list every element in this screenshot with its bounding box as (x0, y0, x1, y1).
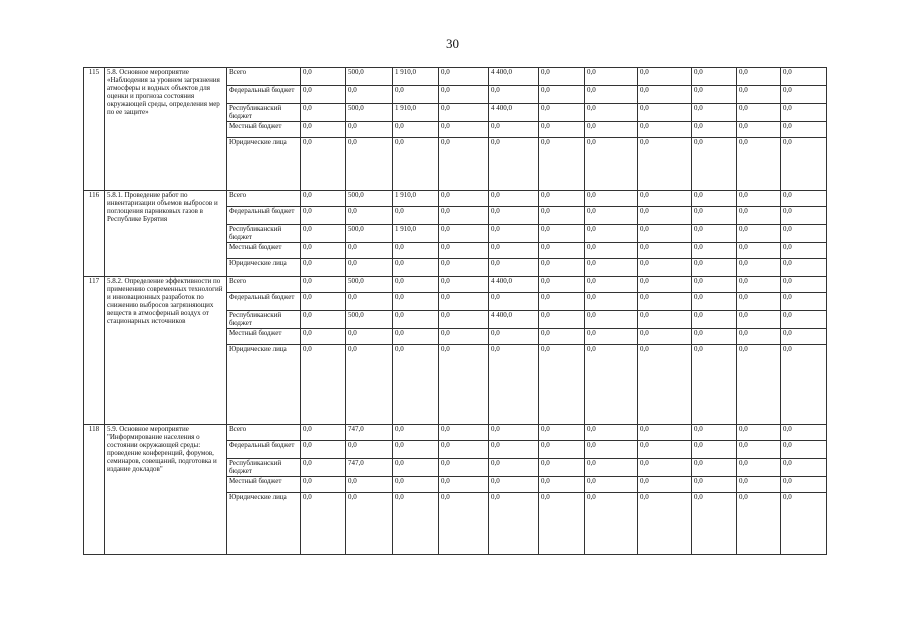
budget-value-cell: 0,0 (301, 293, 346, 311)
budget-value-cell: 0,0 (393, 477, 439, 493)
budget-value-cell: 0,0 (692, 68, 737, 86)
budget-value-cell: 0,0 (737, 345, 781, 425)
budget-value-cell: 0,0 (539, 207, 585, 225)
budget-value-cell: 0,0 (439, 138, 489, 191)
budget-value-cell: 1 910,0 (393, 68, 439, 86)
budget-value-cell: 0,0 (638, 86, 692, 104)
budget-value-cell: 0,0 (585, 225, 638, 243)
row-number: 115 (84, 68, 105, 191)
budget-value-cell: 0,0 (638, 329, 692, 345)
activity-name: 5.8. Основное мероприятие «Наблюдения за уровнем загрязнения атмосферы и водных объектов для оценки и прогноза состояния окружающей среды, определения мер по ее защите» (105, 68, 227, 191)
budget-table (83, 67, 827, 555)
budget-value-cell: 0,0 (346, 293, 393, 311)
budget-value-cell: 0,0 (638, 441, 692, 459)
funding-source-label: Юридические лица (227, 138, 301, 191)
funding-source-label: Федеральный бюджет (227, 207, 301, 225)
budget-value-cell: 0,0 (737, 441, 781, 459)
budget-value-cell: 0,0 (539, 259, 585, 277)
budget-value-cell: 0,0 (692, 191, 737, 207)
budget-value-cell: 0,0 (737, 122, 781, 138)
budget-value-cell: 0,0 (737, 191, 781, 207)
budget-value-cell: 0,0 (638, 477, 692, 493)
budget-value-cell: 0,0 (301, 277, 346, 293)
budget-value-cell: 0,0 (692, 259, 737, 277)
budget-value-cell: 0,0 (585, 329, 638, 345)
budget-value-cell: 0,0 (692, 477, 737, 493)
budget-value-cell: 0,0 (737, 425, 781, 441)
budget-value-cell: 0,0 (585, 311, 638, 329)
budget-value-cell: 0,0 (301, 459, 346, 477)
budget-value-cell: 0,0 (489, 459, 539, 477)
budget-value-cell: 0,0 (692, 441, 737, 459)
budget-value-cell: 0,0 (346, 441, 393, 459)
budget-value-cell: 0,0 (781, 207, 827, 225)
funding-source-label: Всего (227, 425, 301, 441)
budget-value-cell: 0,0 (301, 259, 346, 277)
budget-value-cell: 0,0 (489, 259, 539, 277)
budget-value-cell: 0,0 (781, 122, 827, 138)
budget-value-cell: 0,0 (585, 477, 638, 493)
budget-value-cell: 500,0 (346, 191, 393, 207)
budget-value-cell: 0,0 (692, 225, 737, 243)
budget-value-cell: 0,0 (737, 207, 781, 225)
budget-value-cell: 0,0 (585, 277, 638, 293)
budget-value-cell: 0,0 (585, 122, 638, 138)
budget-value-cell: 0,0 (638, 191, 692, 207)
budget-value-cell: 0,0 (539, 225, 585, 243)
budget-value-cell: 0,0 (638, 259, 692, 277)
budget-value-cell: 0,0 (393, 459, 439, 477)
budget-value-cell: 0,0 (638, 68, 692, 86)
budget-value-cell: 0,0 (692, 104, 737, 122)
budget-value-cell: 0,0 (539, 345, 585, 425)
budget-value-cell: 0,0 (539, 104, 585, 122)
budget-value-cell: 4 400,0 (489, 68, 539, 86)
budget-value-cell: 0,0 (638, 425, 692, 441)
budget-value-cell: 0,0 (489, 207, 539, 225)
budget-value-cell: 0,0 (638, 311, 692, 329)
budget-value-cell: 0,0 (393, 86, 439, 104)
budget-value-cell: 0,0 (301, 225, 346, 243)
budget-value-cell: 0,0 (301, 311, 346, 329)
budget-value-cell: 0,0 (692, 86, 737, 104)
budget-value-cell: 0,0 (781, 68, 827, 86)
budget-value-cell: 0,0 (439, 243, 489, 259)
budget-value-cell: 0,0 (539, 441, 585, 459)
budget-value-cell: 0,0 (781, 259, 827, 277)
budget-value-cell: 0,0 (439, 493, 489, 555)
activity-name: 5.9. Основное мероприятие "Информирование населения о состоянии окружающей среды: проведение конференций, форумов, семинаров, совещаний, подготовка и издание докладов" (105, 425, 227, 555)
budget-value-cell: 0,0 (692, 277, 737, 293)
budget-value-cell: 0,0 (781, 311, 827, 329)
budget-value-cell: 0,0 (781, 86, 827, 104)
budget-value-cell: 0,0 (585, 425, 638, 441)
funding-source-label: Всего (227, 277, 301, 293)
budget-value-cell: 0,0 (781, 441, 827, 459)
budget-value-cell: 0,0 (393, 259, 439, 277)
budget-value-cell: 0,0 (489, 191, 539, 207)
budget-value-cell: 0,0 (439, 122, 489, 138)
budget-value-cell: 500,0 (346, 225, 393, 243)
budget-value-cell: 0,0 (638, 104, 692, 122)
budget-value-cell: 0,0 (737, 293, 781, 311)
budget-value-cell: 0,0 (301, 68, 346, 86)
budget-value-cell: 0,0 (781, 477, 827, 493)
budget-value-cell: 0,0 (393, 138, 439, 191)
budget-value-cell: 0,0 (439, 441, 489, 459)
budget-value-cell: 747,0 (346, 459, 393, 477)
funding-source-label: Федеральный бюджет (227, 293, 301, 311)
budget-value-cell: 0,0 (737, 138, 781, 191)
budget-value-cell: 0,0 (692, 122, 737, 138)
budget-value-cell: 0,0 (489, 493, 539, 555)
budget-value-cell: 0,0 (539, 425, 585, 441)
budget-value-cell: 0,0 (737, 311, 781, 329)
budget-value-cell: 1 910,0 (393, 225, 439, 243)
budget-value-cell: 0,0 (301, 329, 346, 345)
budget-value-cell: 0,0 (692, 329, 737, 345)
budget-value-cell: 0,0 (439, 459, 489, 477)
budget-value-cell: 0,0 (489, 86, 539, 104)
budget-value-cell: 0,0 (539, 311, 585, 329)
budget-value-cell: 0,0 (781, 138, 827, 191)
budget-value-cell: 0,0 (346, 138, 393, 191)
budget-value-cell: 0,0 (585, 68, 638, 86)
funding-source-label: Федеральный бюджет (227, 441, 301, 459)
budget-value-cell: 0,0 (346, 477, 393, 493)
budget-value-cell: 0,0 (539, 477, 585, 493)
budget-value-cell: 0,0 (489, 329, 539, 345)
budget-value-cell: 0,0 (585, 207, 638, 225)
budget-value-cell: 0,0 (638, 277, 692, 293)
budget-value-cell: 0,0 (489, 122, 539, 138)
budget-value-cell: 0,0 (539, 493, 585, 555)
budget-value-cell: 0,0 (781, 191, 827, 207)
budget-value-cell: 0,0 (393, 277, 439, 293)
budget-value-cell: 0,0 (692, 459, 737, 477)
budget-value-cell: 0,0 (301, 122, 346, 138)
budget-value-cell: 0,0 (781, 345, 827, 425)
budget-value-cell: 0,0 (301, 493, 346, 555)
budget-value-cell: 0,0 (301, 191, 346, 207)
budget-value-cell: 0,0 (439, 311, 489, 329)
funding-source-label: Юридические лица (227, 493, 301, 555)
budget-value-cell: 0,0 (301, 477, 346, 493)
budget-value-cell: 0,0 (585, 138, 638, 191)
budget-value-cell: 0,0 (781, 225, 827, 243)
budget-value-cell: 0,0 (692, 293, 737, 311)
budget-value-cell: 0,0 (539, 86, 585, 104)
budget-value-cell: 0,0 (393, 293, 439, 311)
funding-source-label: Республиканский бюджет (227, 225, 301, 243)
budget-value-cell: 0,0 (781, 293, 827, 311)
budget-value-cell: 0,0 (301, 425, 346, 441)
budget-value-cell: 0,0 (585, 104, 638, 122)
budget-value-cell: 0,0 (781, 329, 827, 345)
budget-value-cell: 4 400,0 (489, 104, 539, 122)
budget-value-cell: 0,0 (692, 207, 737, 225)
budget-value-cell: 0,0 (439, 277, 489, 293)
budget-value-cell: 0,0 (489, 425, 539, 441)
budget-value-cell: 0,0 (692, 311, 737, 329)
budget-value-cell: 0,0 (692, 138, 737, 191)
budget-value-cell: 0,0 (638, 493, 692, 555)
budget-value-cell: 0,0 (539, 293, 585, 311)
budget-value-cell: 0,0 (781, 104, 827, 122)
budget-value-cell: 0,0 (439, 104, 489, 122)
budget-value-cell: 0,0 (638, 293, 692, 311)
budget-value-cell: 0,0 (393, 493, 439, 555)
budget-value-cell: 0,0 (346, 493, 393, 555)
budget-value-cell: 0,0 (638, 459, 692, 477)
budget-value-cell: 0,0 (539, 277, 585, 293)
funding-source-label: Местный бюджет (227, 329, 301, 345)
budget-value-cell: 0,0 (489, 138, 539, 191)
budget-value-cell: 0,0 (692, 243, 737, 259)
budget-value-cell: 0,0 (439, 345, 489, 425)
table-row (84, 277, 827, 293)
budget-value-cell: 0,0 (585, 441, 638, 459)
budget-value-cell: 0,0 (737, 259, 781, 277)
budget-value-cell: 0,0 (737, 225, 781, 243)
funding-source-label: Местный бюджет (227, 477, 301, 493)
budget-value-cell: 0,0 (737, 68, 781, 86)
budget-value-cell: 0,0 (439, 86, 489, 104)
budget-value-cell: 0,0 (539, 122, 585, 138)
budget-value-cell: 0,0 (737, 243, 781, 259)
budget-value-cell: 0,0 (737, 104, 781, 122)
budget-value-cell: 0,0 (439, 207, 489, 225)
funding-source-label: Федеральный бюджет (227, 86, 301, 104)
row-number: 117 (84, 277, 105, 425)
funding-source-label: Местный бюджет (227, 122, 301, 138)
budget-value-cell: 0,0 (692, 493, 737, 555)
budget-value-cell: 0,0 (393, 329, 439, 345)
budget-value-cell: 0,0 (737, 329, 781, 345)
budget-value-cell: 0,0 (439, 225, 489, 243)
row-number: 116 (84, 191, 105, 277)
budget-value-cell: 0,0 (301, 138, 346, 191)
budget-value-cell: 0,0 (781, 459, 827, 477)
budget-value-cell: 0,0 (393, 122, 439, 138)
budget-value-cell: 1 910,0 (393, 104, 439, 122)
budget-value-cell: 1 910,0 (393, 191, 439, 207)
budget-value-cell: 0,0 (439, 68, 489, 86)
budget-value-cell: 0,0 (539, 243, 585, 259)
budget-value-cell: 0,0 (737, 493, 781, 555)
budget-value-cell: 0,0 (346, 86, 393, 104)
table-row (84, 191, 827, 207)
budget-value-cell: 0,0 (781, 243, 827, 259)
budget-value-cell: 0,0 (781, 493, 827, 555)
budget-value-cell: 0,0 (585, 493, 638, 555)
budget-value-cell: 0,0 (539, 191, 585, 207)
budget-value-cell: 0,0 (393, 207, 439, 225)
budget-value-cell: 0,0 (781, 277, 827, 293)
activity-name: 5.8.2. Определение эффективности по применению современных технологий и инновационных разработок по снижению выбросов загрязняющих веществ в атмосферный воздух от стационарных источников (105, 277, 227, 425)
budget-value-cell: 0,0 (301, 345, 346, 425)
budget-value-cell: 0,0 (346, 243, 393, 259)
budget-value-cell: 0,0 (781, 425, 827, 441)
budget-value-cell: 0,0 (638, 345, 692, 425)
funding-source-label: Местный бюджет (227, 243, 301, 259)
budget-value-cell: 0,0 (346, 122, 393, 138)
budget-value-cell: 0,0 (585, 259, 638, 277)
row-number: 118 (84, 425, 105, 555)
budget-value-cell: 500,0 (346, 311, 393, 329)
funding-source-label: Юридические лица (227, 345, 301, 425)
budget-value-cell: 0,0 (346, 329, 393, 345)
budget-value-cell: 0,0 (489, 225, 539, 243)
budget-value-cell: 4 400,0 (489, 311, 539, 329)
activity-name: 5.8.1. Проведение работ по инвентаризации объемов выбросов и поглощения парниковых газов в Республике Бурятия (105, 191, 227, 277)
budget-value-cell: 0,0 (585, 345, 638, 425)
budget-value-cell: 0,0 (692, 345, 737, 425)
funding-source-label: Республиканский бюджет (227, 104, 301, 122)
budget-value-cell: 0,0 (737, 277, 781, 293)
table-row (84, 425, 827, 441)
budget-value-cell: 0,0 (393, 441, 439, 459)
budget-value-cell: 0,0 (489, 441, 539, 459)
budget-value-cell: 0,0 (393, 243, 439, 259)
budget-value-cell: 0,0 (393, 311, 439, 329)
budget-value-cell: 0,0 (393, 345, 439, 425)
budget-value-cell: 0,0 (439, 425, 489, 441)
budget-value-cell: 0,0 (539, 329, 585, 345)
budget-value-cell: 0,0 (301, 86, 346, 104)
budget-value-cell: 0,0 (737, 459, 781, 477)
budget-value-cell: 0,0 (346, 259, 393, 277)
budget-value-cell: 0,0 (539, 138, 585, 191)
budget-value-cell: 0,0 (585, 293, 638, 311)
funding-source-label: Всего (227, 191, 301, 207)
budget-value-cell: 0,0 (585, 459, 638, 477)
budget-value-cell: 0,0 (489, 243, 539, 259)
budget-value-cell: 0,0 (439, 191, 489, 207)
budget-value-cell: 0,0 (346, 345, 393, 425)
budget-value-cell: 0,0 (638, 207, 692, 225)
funding-source-label: Республиканский бюджет (227, 459, 301, 477)
budget-value-cell: 0,0 (737, 477, 781, 493)
table-row (84, 68, 827, 86)
budget-value-cell: 0,0 (301, 441, 346, 459)
budget-value-cell: 0,0 (346, 207, 393, 225)
budget-value-cell: 0,0 (439, 293, 489, 311)
budget-value-cell: 747,0 (346, 425, 393, 441)
funding-source-label: Юридические лица (227, 259, 301, 277)
budget-value-cell: 0,0 (301, 243, 346, 259)
budget-value-cell: 500,0 (346, 104, 393, 122)
budget-value-cell: 0,0 (692, 425, 737, 441)
budget-value-cell: 0,0 (439, 329, 489, 345)
budget-value-cell: 0,0 (539, 68, 585, 86)
budget-value-cell: 0,0 (585, 191, 638, 207)
budget-value-cell: 500,0 (346, 277, 393, 293)
budget-value-cell: 0,0 (539, 459, 585, 477)
budget-value-cell: 0,0 (638, 138, 692, 191)
budget-value-cell: 0,0 (638, 225, 692, 243)
budget-value-cell: 0,0 (489, 293, 539, 311)
budget-value-cell: 0,0 (638, 243, 692, 259)
budget-value-cell: 4 400,0 (489, 277, 539, 293)
budget-value-cell: 0,0 (638, 122, 692, 138)
budget-value-cell: 0,0 (439, 259, 489, 277)
budget-value-cell: 0,0 (301, 207, 346, 225)
budget-value-cell: 0,0 (585, 86, 638, 104)
budget-value-cell: 0,0 (301, 104, 346, 122)
page-number: 30 (446, 36, 459, 51)
budget-value-cell: 0,0 (393, 425, 439, 441)
budget-value-cell: 500,0 (346, 68, 393, 86)
budget-value-cell: 0,0 (737, 86, 781, 104)
budget-value-cell: 0,0 (489, 345, 539, 425)
budget-value-cell: 0,0 (439, 477, 489, 493)
budget-value-cell: 0,0 (489, 477, 539, 493)
funding-source-label: Республиканский бюджет (227, 311, 301, 329)
budget-value-cell: 0,0 (585, 243, 638, 259)
funding-source-label: Всего (227, 68, 301, 86)
